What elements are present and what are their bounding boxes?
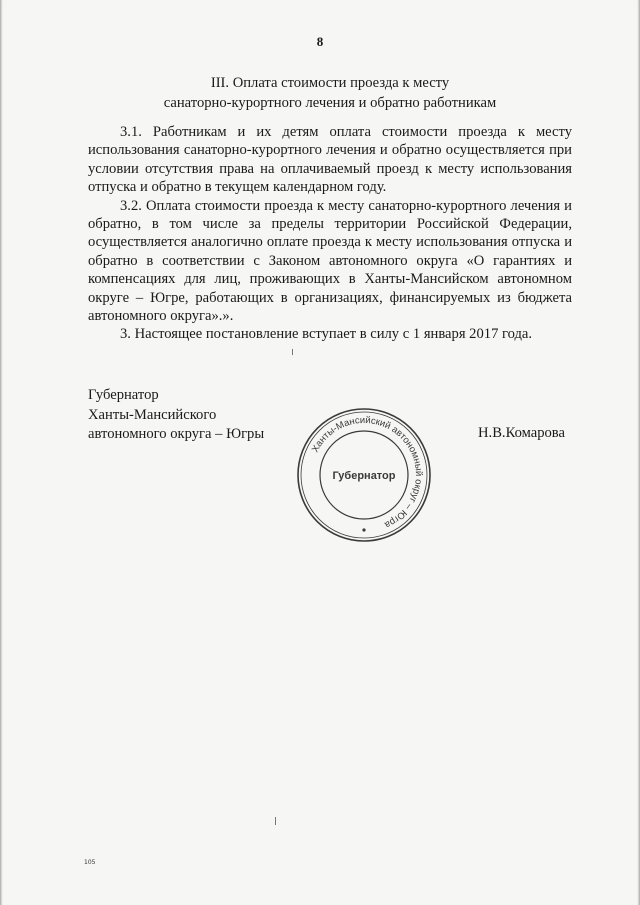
signatory-title-line-1: Губернатор (88, 387, 159, 403)
section-heading (90, 73, 570, 113)
section-heading-line-2: санаторно-курортного лечения и обратно работникам (163, 95, 497, 111)
section-heading-line-1: III. Оплата стоимости проезда к месту (210, 75, 450, 91)
footer-mark: 105 (84, 859, 96, 866)
paragraph-3-1: 3.1. Работникам и их детям оплата стоимости проезда к месту использования санаторно-курортного лечения и обратно осуществляется при условии отсутствия права на оплачиваемый проезд к месту использования отпуска и обратно в текущем календарном году. (88, 124, 572, 196)
official-seal (296, 407, 432, 543)
seal-center-text: Губернатор (332, 470, 396, 482)
paragraph-3: 3. Настоящее постановление вступает в силу с 1 января 2017 года. (120, 326, 533, 343)
paragraph-3-2: 3.2. Оплата стоимости проезда к месту санаторно-курортного лечения и обратно, в том числе за пределы территории Российской Федерации, осуществляется аналогично оплате проезда к месту использования отпуска и обратно в соответствии с Законом автономного округа «О гарантиях и компенсациях для лиц, проживающих в Ханты-Мансийском автономном округе – Югре, работающих в организациях, финансируемых из бюджета автономного округа».». (88, 197, 572, 325)
signatory-title (88, 386, 264, 445)
signatory-title-line-3: автономного округа – Югры (88, 426, 265, 442)
scan-artifact (275, 817, 276, 825)
page-number: 8 (316, 34, 324, 49)
seal-dot (362, 528, 365, 531)
seal-ring-textpath: Ханты-Мансийский автономный округ – Югра (309, 414, 425, 531)
signatory-title-line-2: Ханты-Мансийского (88, 406, 217, 423)
body-text (88, 123, 572, 344)
signer-name: Н.В.Комарова (478, 425, 565, 441)
scan-artifact (292, 349, 293, 355)
